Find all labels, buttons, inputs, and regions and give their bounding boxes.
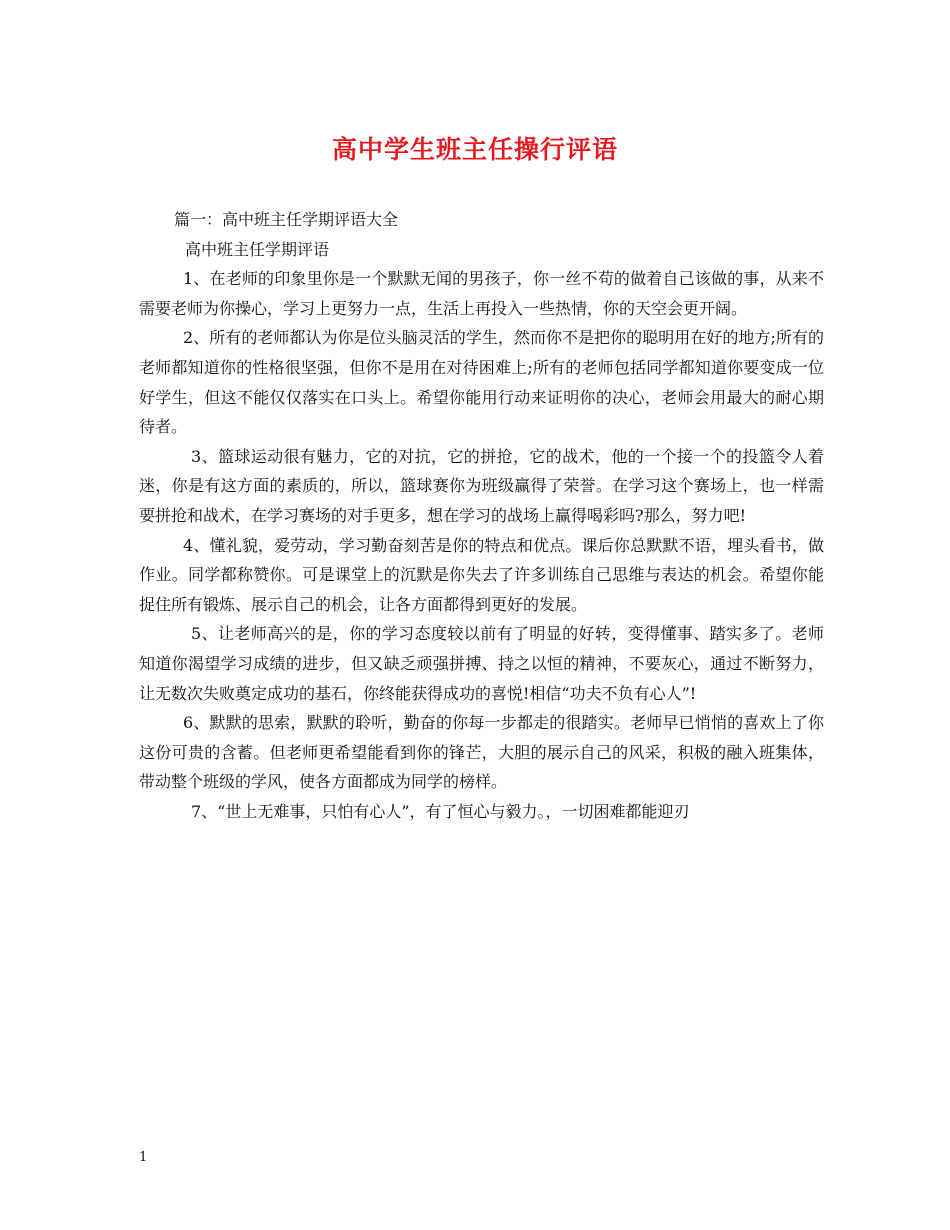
page-number: 1	[139, 1150, 148, 1165]
paragraph-1: 1、在老师的印象里你是一个默默无闻的男孩子，你一丝不苟的做着自己该做的事，从来不需要老师为你操心，学习上更努力一点，生活上再投入一些热情，你的天空会更开阔。	[139, 269, 824, 318]
paragraph-4: 4、懂礼貌，爱劳动，学习勤奋刻苦是你的特点和优点。课后你总默默不语，埋头看书，做作业。同学都称赞你。可是课堂上的沉默是你失去了许多训练自己思维与表达的机会。希望你能捉住所有锻炼、展示自己的机会，让各方面都得到更好的发展。	[139, 535, 824, 614]
paragraph-2: 2、所有的老师都认为你是位头脑灵活的学生，然而你不是把你的聪明用在好的地方;所有的老师都知道你的性格很坚强，但你不是用在对待困难上;所有的老师包括同学都知道你要变成一位好学生，但这不能仅仅落实在口头上。希望你能用行动来证明你的决心，老师会用最大的耐心期待者。	[139, 328, 824, 437]
paragraph-3: 3、篮球运动很有魅力，它的对抗，它的拼抢，它的战术，他的一个接一个的投篮令人着迷，你是有这方面的素质的，所以，篮球赛你为班级赢得了荣誉。在学习这个赛场上，也一样需要拼抢和战术，在学习赛场的对手更多，想在学习的战场上赢得喝彩吗?那么，努力吧!	[139, 446, 824, 525]
document-title: 高中学生班主任操行评语	[331, 135, 618, 164]
paragraph-5: 5、让老师高兴的是，你的学习态度较以前有了明显的好转，变得懂事、踏实多了。老师知道你渴望学习成绩的进步，但又缺乏顽强拼搏、持之以恒的精神，不要灰心，通过不断努力，让无数次失败奠定成功的基石，你终能获得成功的喜悦!相信“功夫不负有心人”!	[139, 624, 824, 703]
section-heading: 篇一：高中班主任学期评语大全	[174, 210, 399, 229]
paragraph-6: 6、默默的思索，默默的聆听，勤奋的你每一步都走的很踏实。老师早已悄悄的喜欢上了你这份可贵的含蓄。但老师更希望能看到你的锋芒，大胆的展示自己的风采，积极的融入班集体，带动整个班级的学风，使各方面都成为同学的榜样。	[139, 713, 824, 792]
subsection-heading: 高中班主任学期评语	[185, 239, 330, 259]
paragraph-7: 7、“世上无难事，只怕有心人”，有了恒心与毅力。，一切困难都能迎刃	[191, 801, 690, 821]
document-body	[139, 205, 824, 826]
